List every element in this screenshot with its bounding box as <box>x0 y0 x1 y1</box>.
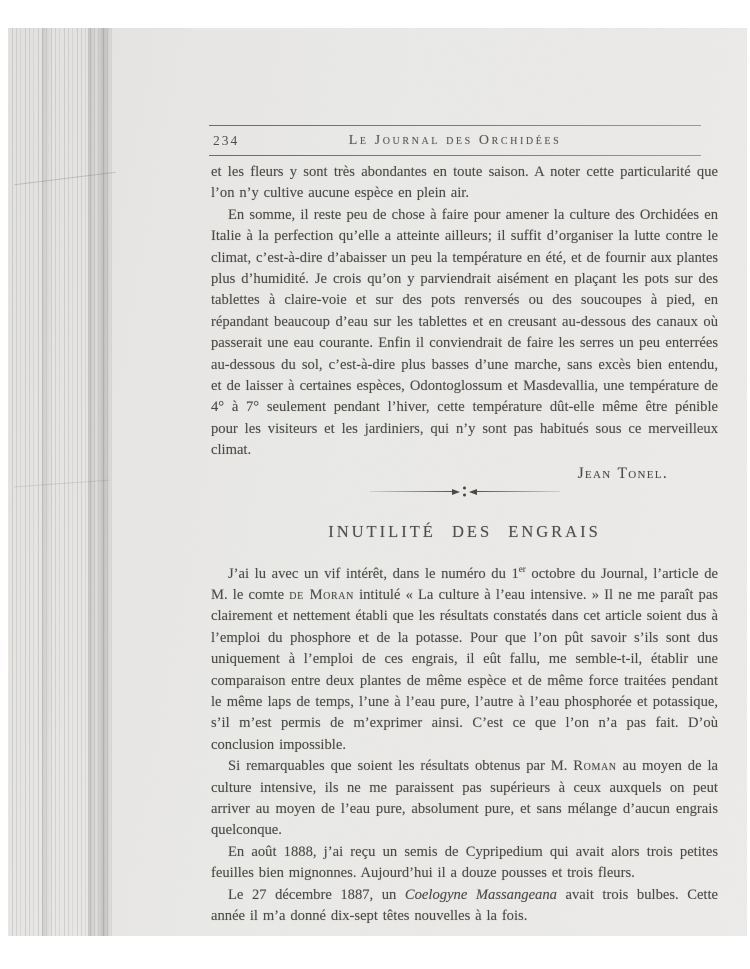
text-run: Le 27 décembre 1887, un <box>228 886 405 903</box>
ornament-arrow-right-icon <box>452 489 460 495</box>
ornament-arrow-left-icon <box>469 489 477 495</box>
smallcaps-name: Roman <box>573 758 617 775</box>
smallcaps-name: de Moran <box>289 586 354 603</box>
paragraph <box>211 842 718 885</box>
author-name: Jean Tonel. <box>577 464 668 482</box>
text-run: En somme, il reste peu de chose à faire pour amener la culture des Orchidées en Italie à la perfection qu’elle a atteinte ailleurs; il suffit d’organiser la lutte contre le climat, c’est-à-dire d’abaisser un peu la température en été, et de fournir aux plantes plus d’humidité. Je crois qu’on y parviendrait aisément en plaçant les pots sur des tablettes à claire-voie et sur des pots renversés ou des soucoupes à pied, en répandant beaucoup d’eau sur les tablettes et en creusant au-dessous des canaux où passerait une eau courante. Enfin il conviendrait de faire les serres un peu enterrées au-dessous du sol, c’est-à-dire plus basses d’une marche, sans excès bien entendu, et de laisser à certaines espèces, Odontoglossum et Masdevallia, une température de 4° à 7° seulement pendant l’hiver, cette température dût-elle même être pénible pour les visiteurs et les jardiniers, qui n’y sont pas habitués sous ce merveilleux climat. <box>211 206 718 459</box>
paragraph <box>211 162 718 205</box>
text-run: intitulé « La culture à l’eau intensive. » Il ne me paraît pas clairement et nettement établi que les résultats constatés dans cet article soient dus à l’emploi du phosphore et de la potasse. Pour que l’on pût savoir s’ils sont dus uniquement à l’emploi de ces engrais, il eût fallu, me semble-t-il, établir une comparaison entre deux plantes de même espèce et de même force traitées pendant le même laps de temps, l’une à l’eau pure, l’autre à l’eau phosphorée et potassique, s’il m’est permis de m’exprimer ainsi. C’est ce que l’on n’a pas fait. D’où conclusion impossible. <box>211 586 718 753</box>
paragraph <box>211 756 718 842</box>
end-of-article-ornament <box>370 487 560 496</box>
paragraph <box>211 885 718 928</box>
page-scan <box>8 28 747 936</box>
paragraph <box>211 205 718 462</box>
ornament-dots-icon <box>463 490 466 493</box>
text-run: En août 1888, j’ai reçu un semis de Cypripedium qui avait alors trois petites feuilles bien mignonnes. Aujourd’hui il a douze pousses et trois fleurs. <box>211 843 718 882</box>
text-run: J’ai lu avec un vif intérêt, dans le numéro du 1 <box>228 565 519 582</box>
header-rule-bottom <box>209 155 701 156</box>
text-column <box>211 162 718 927</box>
paragraph <box>211 564 718 757</box>
author-signature <box>211 463 718 484</box>
journal-title: Le Journal des Orchidées <box>348 132 562 148</box>
species-name-italic: Coelogyne Massangeana <box>404 886 557 903</box>
text-run: Si remarquables que soient les résultats obtenus par M. <box>228 758 574 775</box>
page-number: 234 <box>213 132 240 148</box>
text-run: octobre du Journal, l’article de M. le comte <box>211 565 718 603</box>
text-run: et les fleurs y sont très abondantes en toute saison. A noter cette particularité que l’on n’y cultive aucune espèce en plein air. <box>211 164 718 202</box>
ornament-line-right <box>477 491 560 492</box>
superscript-ordinal: er <box>518 563 526 574</box>
article-title: INUTILITÉ DES ENGRAIS <box>328 522 601 542</box>
text-run: au moyen de la culture intensive, ils ne me paraissent pas supérieurs à ceux auxquels on peut arriver au moyen de l’eau pure, absolument pure, et sans mélange d’aucun engrais quelconque. <box>211 758 718 839</box>
running-head <box>209 125 701 156</box>
text-run: avait trois bulbes. Cette année il m’a donné dix-sept têtes nouvelles à la fois. <box>211 886 719 924</box>
ornament-line-left <box>370 491 453 492</box>
